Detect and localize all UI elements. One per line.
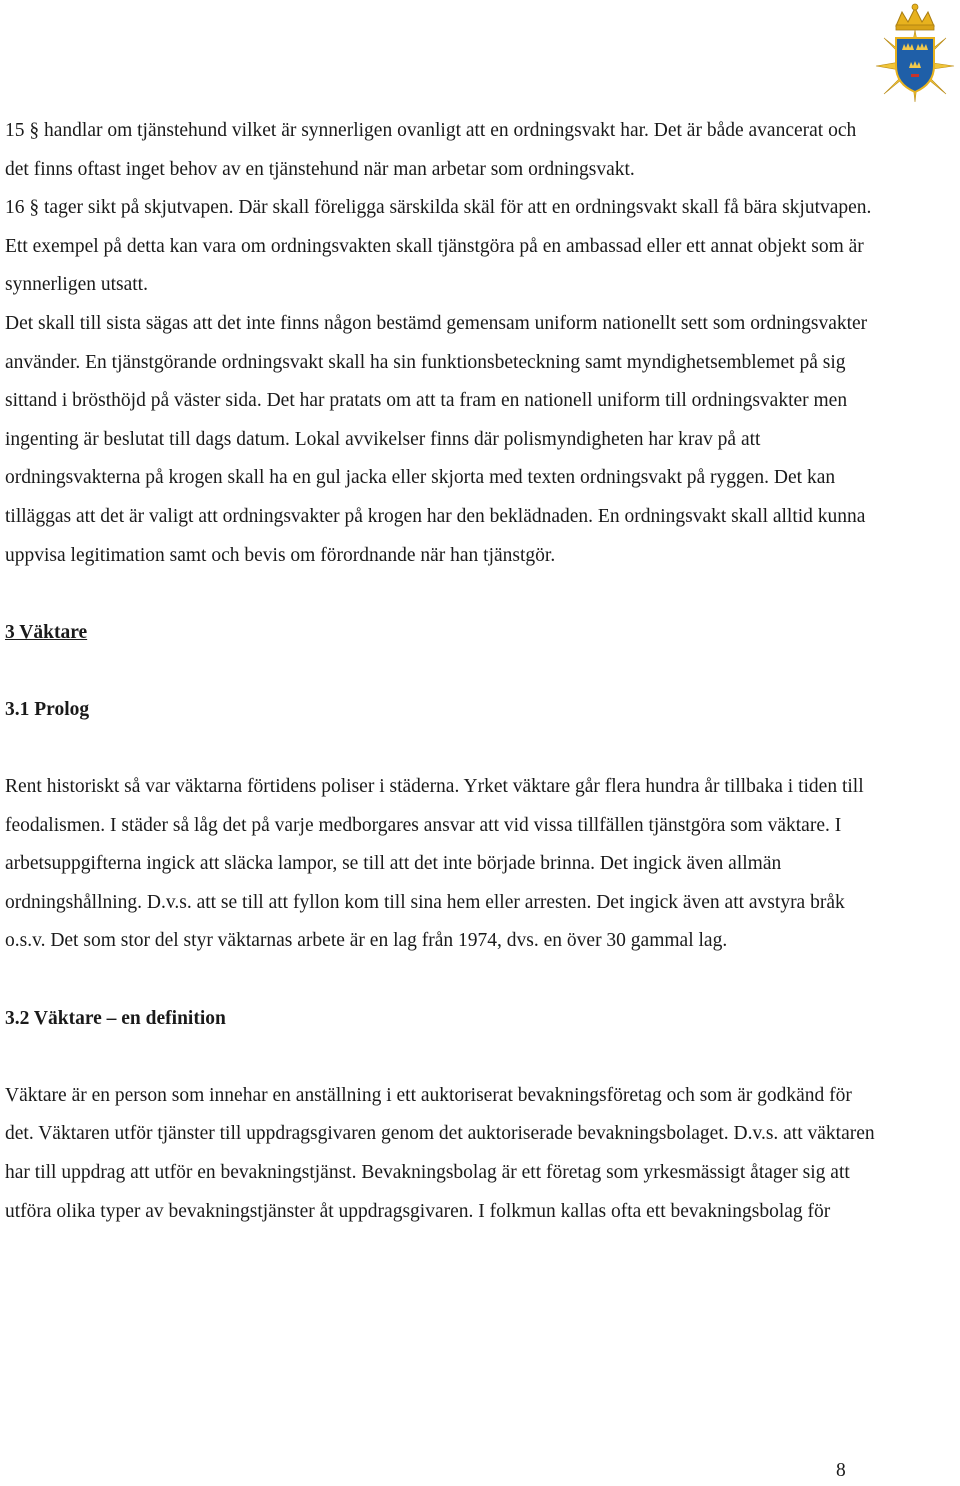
paragraph-prolog: Rent historiskt så var väktarna förtidens poliser i städerna. Yrket väktare går flera hundra år tillbaka i tiden till feodalismen. I städer så låg det på varje medborgares ansvar att vid vissa tillfällen tjänstgöra som väktare. I arbetsuppgifterna ingick att släcka lampor, se till att det inte började brinna. Det ingick även allmän ordningshållning. D.v.s. att se till att fyllon kom till sina hem eller arresten. Det ingick även att avstyra bråk o.s.v. Det som stor del styr väktarnas arbete är en lag från 1974, dvs. en över 30 gammal lag. (5, 776, 864, 952)
paragraph-definition: Väktare är en person som innehar en anställning i ett auktoriserat bevakningsföretag och som är godkänd för det. Väktaren utför tjänster till uppdragsgivaren genom det auktoriserade bevakningsbolaget. D.v.s. att väktaren har till uppdrag att utför en bevakningstjänst. Bevakningsbolag är ett företag som yrkesmässigt åtager sig att utföra olika typer av bevakningstjänster åt uppdragsgivaren. I folkmun kallas ofta ett bevakningsbolag för (5, 1084, 875, 1222)
page-number: 8 (836, 1460, 846, 1481)
subsection-title-definition: 3.2 Väktare – en definition (5, 1007, 226, 1029)
paragraph-15-tjanstehund: 15 § handlar om tjänstehund vilket är synnerligen ovanligt att en ordningsvakt har. Det är både avancerat och det finns oftast inget behov av en tjänstehund när man arbetar som ordningsvakt. (5, 120, 857, 180)
swedish-police-coat-of-arms-icon (872, 2, 958, 106)
document-body (5, 112, 875, 1231)
paragraph-uniform: Det skall till sista sägas att det inte finns någon bestämd gemensam uniform nationellt sett som ordningsvakter använder. En tjänstgörande ordningsvakt skall ha sin funktionsbeteckning samt myndighetsemblemet på sig sittand i brösthöjd på väster sida. Det har pratats om att ta fram en nationell uniform till ordningsvakter men ingenting är beslutat till dags datum. Lokal avvikelser finns där polismyndigheten har krav på att ordningsvakterna på krogen skall ha en gul jacka eller skjorta med texten ordningsvakt på ryggen. Det kan tilläggas att det är valigt att ordningsvakter på krogen har den beklädnaden. En ordningsvakt skall alltid kunna uppvisa legitimation samt och bevis om förordnande när han tjänstgör. (5, 312, 868, 566)
subsection-title-prolog: 3.1 Prolog (5, 698, 90, 720)
section-title: 3 Väktare (5, 621, 88, 643)
paragraph-16-skjutvapen: 16 § tager sikt på skjutvapen. Där skall föreligga särskilda skäl för att en ordningsvakt skall få bära skjutvapen. Ett exempel på detta kan vara om ordningsvakten skall tjänstgöra på en ambassad eller ett annat objekt som är synnerligen utsatt. (5, 197, 872, 296)
